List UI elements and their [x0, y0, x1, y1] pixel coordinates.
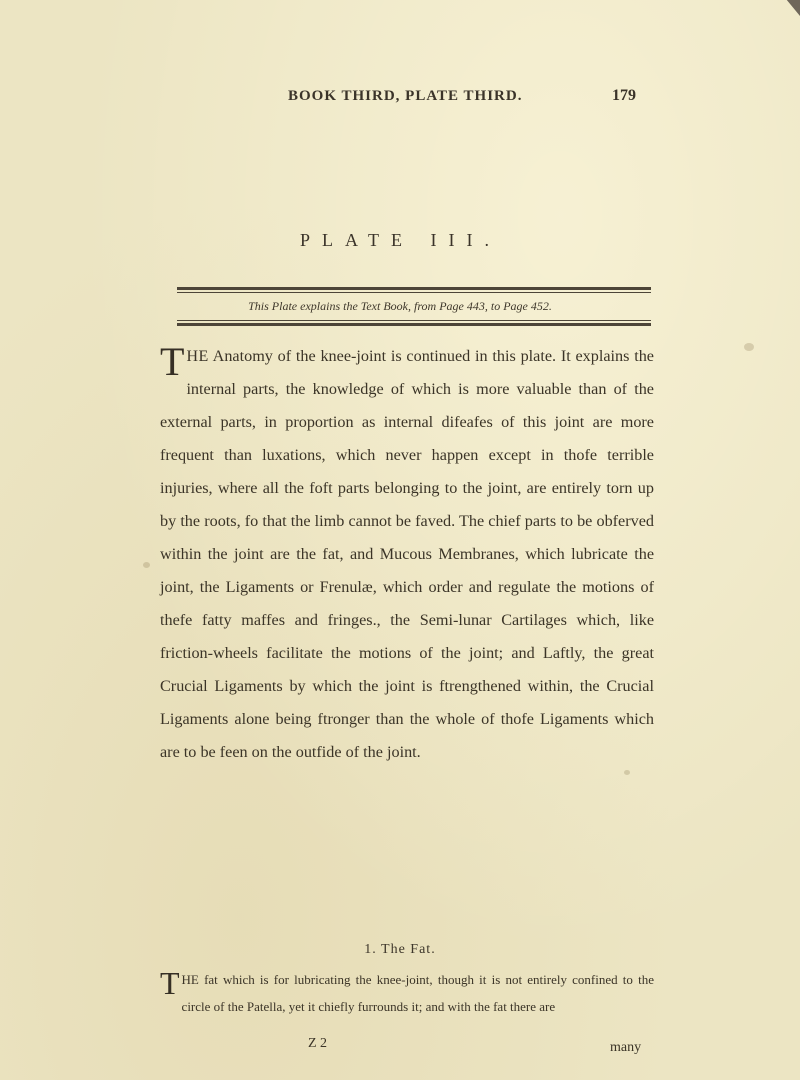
- main-paragraph: [160, 340, 654, 769]
- signature-mark: Z 2: [308, 1036, 328, 1051]
- lead-caps: HE: [186, 348, 209, 365]
- foxing-spot: [143, 562, 150, 568]
- top-thin-rule: [177, 292, 651, 293]
- dropcap-letter: T: [160, 339, 185, 384]
- plate-title: PLATE III.: [300, 230, 501, 250]
- section-text: HE fat which is for lubricating the knee-joint, though it is not entirely confined to the circle of the Patella, yet it chiefly furrounds it; and with the fat there are: [181, 972, 654, 1014]
- section-paragraph: [160, 966, 654, 1020]
- foxing-spot: [624, 770, 630, 775]
- running-title: BOOK THIRD, PLATE THIRD.: [288, 88, 523, 104]
- section-heading: 1. The Fat.: [364, 942, 436, 957]
- running-head: [0, 88, 800, 110]
- paragraph-text: Anatomy of the knee-joint is continued in this plate. It explains the internal parts, the knowledge of which is more valuable than of the external parts, in proportion as internal difeafes of this joint are more frequent than luxations, which never happen except in thofe terrible injuries, where all the foft parts belonging to the joint, are entirely torn up by the roots, fo that the limb cannot be faved. The chief parts to be obferved within the joint are the fat, and Mucous Membranes, which lubricate the joint, the Ligaments or Frenulæ, which order and regulate the motions of thefe fatty maffes and fringes., the Semi-lunar Cartilages which, like friction-wheels facilitate the motions of the joint; and Laftly, the great Crucial Ligaments by which the joint is ftrengthened within, the Crucial Ligaments alone being ftronger than the whole of thofe Ligaments which are to be feen on the outfide of the joint.: [160, 347, 654, 761]
- plate-note: This Plate explains the Text Book, from Page 443, to Page 452.: [248, 299, 552, 313]
- bottom-thin-rule: [177, 320, 651, 321]
- foxing-spot: [744, 343, 754, 351]
- catchword: many: [610, 1040, 642, 1055]
- page-number: 179: [612, 87, 636, 104]
- bottom-thick-rule: [177, 323, 651, 326]
- page-corner-fold: [778, 0, 800, 16]
- top-thick-rule: [177, 287, 651, 290]
- section-dropcap: T: [160, 965, 180, 1001]
